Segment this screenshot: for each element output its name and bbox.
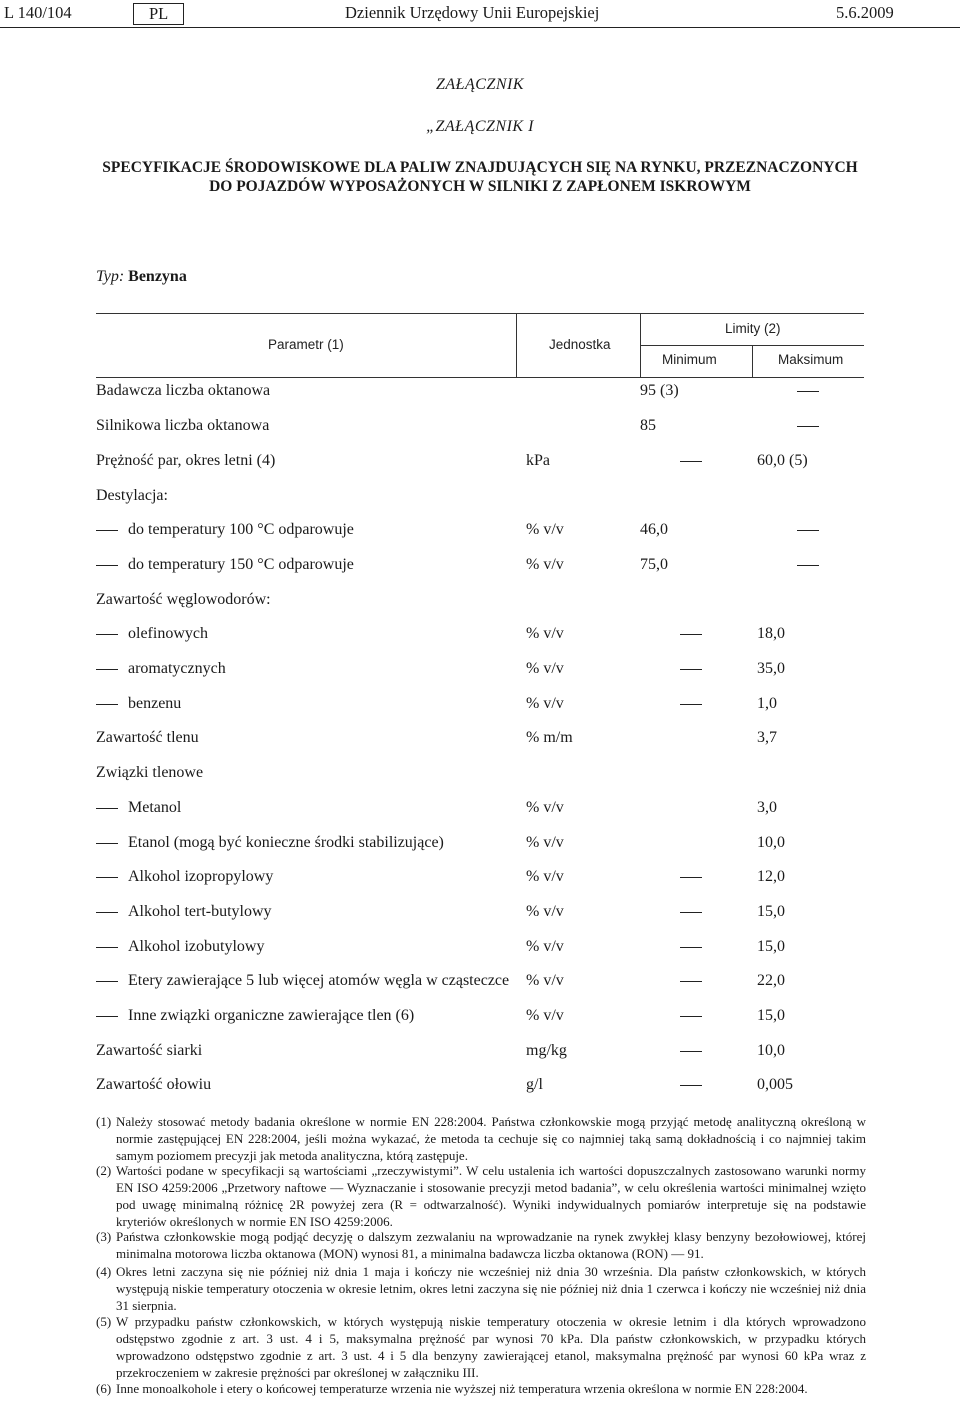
maximum-cell: 1,0 [757, 695, 777, 712]
main-title-line-1: SPECYFIKACJE ŚRODOWISKOWE DLA PALIW ZNAJDUJĄCYCH SIĘ NA RYNKU, PRZEZNACZONYCH [102, 159, 858, 176]
maximum-cell: 3,0 [757, 799, 777, 816]
maximum-cell: 35,0 [757, 660, 785, 677]
table-row [0, 451, 960, 471]
list-dash [96, 634, 118, 635]
list-dash [96, 843, 118, 844]
header-divider [0, 27, 960, 28]
unit-cell: % v/v [526, 1007, 564, 1024]
unit-cell: % v/v [526, 868, 564, 885]
parameter-cell: Etery zawierające 5 lub więcej atomów węgla w cząsteczce [128, 972, 510, 989]
table-row [0, 694, 960, 714]
parameter-cell: Zawartość węglowodorów: [96, 591, 271, 608]
maximum-cell: 15,0 [757, 903, 785, 920]
minimum-cell: 46,0 [640, 521, 668, 538]
table-row [0, 590, 960, 610]
minimum-dash [680, 1051, 702, 1052]
annex-title: ZAŁĄCZNIK [435, 76, 525, 93]
unit-cell: % v/v [526, 834, 564, 851]
minimum-dash [680, 947, 702, 948]
annex-subtitle: „ZAŁĄCZNIK I [426, 118, 534, 135]
list-dash [96, 704, 118, 705]
column-header-limits: Limity (2) [725, 321, 781, 336]
unit-cell: % v/v [526, 695, 564, 712]
table-row [0, 902, 960, 922]
maximum-cell: 12,0 [757, 868, 785, 885]
fuel-type-label: Typ: [96, 268, 125, 285]
list-dash [96, 877, 118, 878]
maximum-cell: 3,7 [757, 729, 777, 746]
unit-cell: mg/kg [526, 1042, 567, 1059]
parameter-cell: Silnikowa liczba oktanowa [96, 417, 270, 434]
table-row [0, 971, 960, 991]
list-dash [96, 669, 118, 670]
table-row [0, 728, 960, 748]
minimum-dash [680, 461, 702, 462]
main-title [0, 158, 960, 196]
column-header-parameter: Parametr (1) [268, 337, 344, 352]
footnote-text: W przypadku państw członkowskich, w których występują niskie temperatury otoczenia w okresie letnim i dla których wprowadzono odstępstwo zgodnie z art. 3 ust. 4 i 5, maksymalna prężność par wynosi 70 kPa. Dla państw członkowskich, w przypadku których wprowadzono odstępstwo zgodnie z art. 3 ust. 4 i 5 dla benzyny zawierającej etanol, maksymalna prężność par wynosi 60 kPa wraz z przekroczeniem w zakresie prężności par określonej w załączniku III. [116, 1314, 866, 1380]
maximum-cell: 18,0 [757, 625, 785, 642]
table-row [0, 937, 960, 957]
minimum-dash [680, 877, 702, 878]
list-dash [96, 1016, 118, 1017]
parameter-cell: olefinowych [128, 625, 208, 642]
parameter-cell: Prężność par, okres letni (4) [96, 452, 276, 469]
maximum-cell: 15,0 [757, 1007, 785, 1024]
column-header-unit: Jednostka [549, 337, 611, 352]
unit-cell: % v/v [526, 521, 564, 538]
unit-cell: % v/v [526, 938, 564, 955]
page-header [0, 3, 960, 27]
table-header-divider [752, 345, 753, 377]
table-row [0, 763, 960, 783]
maximum-cell: 60,0 (5) [757, 452, 808, 469]
minimum-dash [680, 912, 702, 913]
table-row [0, 867, 960, 887]
table-row [0, 416, 960, 436]
minimum-cell: 85 [640, 417, 656, 434]
list-dash [96, 981, 118, 982]
unit-cell: % m/m [526, 729, 573, 746]
maximum-cell: 10,0 [757, 1042, 785, 1059]
minimum-cell: 75,0 [640, 556, 668, 573]
footnote-text: Inne monoalkohole i etery o końcowej temperaturze wrzenia nie wyższej niż temperatura wrzenia określona w normie EN 228:2004. [116, 1381, 808, 1396]
list-dash [96, 530, 118, 531]
minimum-cell: 95 (3) [640, 382, 679, 399]
unit-cell: g/l [526, 1076, 543, 1093]
footnote-marker: (4) [96, 1264, 112, 1279]
table-row [0, 381, 960, 401]
maximum-dash [797, 530, 819, 531]
footnote-text: Okres letni zaczyna się nie później niż dnia 1 maja i kończy nie wcześniej niż dnia 30 września. Dla państw członkowskich, w których występują niskie temperatury otoczenia w okresie letnim, okres letni zaczyna się nie później niż dnia 1 czerwca i kończy nie wcześniej niż dnia 31 sierpnia. [116, 1264, 866, 1313]
parameter-cell: do temperatury 100 °C odparowuje [128, 521, 354, 538]
table-row [0, 1075, 960, 1095]
page-reference: L 140/104 [4, 3, 72, 22]
unit-cell: % v/v [526, 799, 564, 816]
minimum-dash [680, 1016, 702, 1017]
parameter-cell: Zawartość siarki [96, 1042, 203, 1059]
table-row [0, 520, 960, 540]
unit-cell: % v/v [526, 556, 564, 573]
parameter-cell: Alkohol tert-butylowy [128, 903, 272, 920]
column-header-minimum: Minimum [662, 352, 717, 367]
list-dash [96, 808, 118, 809]
table-row [0, 555, 960, 575]
list-dash [96, 565, 118, 566]
footnote-marker: (5) [96, 1314, 112, 1329]
main-title-line-2: DO POJAZDÓW WYPOSAŻONYCH W SILNIKI Z ZAPŁONEM ISKROWYM [209, 178, 751, 195]
table-row [0, 659, 960, 679]
minimum-dash [680, 634, 702, 635]
list-dash [96, 947, 118, 948]
fuel-type-value: Benzyna [128, 268, 187, 285]
parameter-cell: aromatycznych [128, 660, 226, 677]
journal-title: Dziennik Urzędowy Unii Europejskiej [345, 3, 600, 22]
parameter-cell: benzenu [128, 695, 182, 712]
maximum-cell: 22,0 [757, 972, 785, 989]
parameter-cell: Zawartość ołowiu [96, 1076, 212, 1093]
minimum-dash [680, 981, 702, 982]
parameter-cell: Metanol [128, 799, 182, 816]
unit-cell: % v/v [526, 625, 564, 642]
unit-cell: % v/v [526, 972, 564, 989]
table-row [0, 1006, 960, 1026]
maximum-cell: 10,0 [757, 834, 785, 851]
minimum-dash [680, 669, 702, 670]
parameter-cell: Inne związki organiczne zawierające tlen (6) [128, 1007, 415, 1024]
footnote-marker: (3) [96, 1229, 112, 1244]
table-header-divider [516, 313, 517, 377]
fuel-type [96, 268, 187, 286]
table-row [0, 1041, 960, 1061]
maximum-cell: 15,0 [757, 938, 785, 955]
table-top-rule [96, 313, 864, 314]
language-badge: PL [133, 3, 184, 25]
list-dash [96, 912, 118, 913]
parameter-cell: Alkohol izopropylowy [128, 868, 274, 885]
footnote-marker: (2) [96, 1163, 112, 1178]
footnote-marker: (1) [96, 1114, 112, 1129]
table-row [0, 833, 960, 853]
maximum-dash [797, 391, 819, 392]
parameter-cell: do temperatury 150 °C odparowuje [128, 556, 354, 573]
parameter-cell: Alkohol izobutylowy [128, 938, 265, 955]
parameter-cell: Etanol (mogą być konieczne środki stabilizujące) [128, 834, 444, 851]
unit-cell: % v/v [526, 660, 564, 677]
maximum-cell: 0,005 [757, 1076, 793, 1093]
minimum-dash [680, 1085, 702, 1086]
parameter-cell: Badawcza liczba oktanowa [96, 382, 271, 399]
unit-cell: % v/v [526, 903, 564, 920]
parameter-cell: Związki tlenowe [96, 764, 204, 781]
table-row [0, 624, 960, 644]
maximum-dash [797, 565, 819, 566]
unit-cell: kPa [526, 452, 550, 469]
maximum-dash [797, 426, 819, 427]
limits-subheader-rule [640, 345, 864, 346]
column-header-maximum: Maksimum [778, 352, 844, 367]
footnote-text: Należy stosować metody badania określone w normie EN 228:2004. Państwa członkowskie mogą przyjąć metodę analityczną określoną w normie zastępującej EN 228:2004, jeśli można wykazać, że metoda ta cechuje się co najmniej taką samą dokładnością i co najmniej takim samym poziomem precyzji jak metoda analityczna, którą zastępuje. [116, 1114, 866, 1163]
footnote-text: Państwa członkowskie mogą podjąć decyzję o dalszym zezwalaniu na wprowadzanie na rynek zwykłej klasy benzyny bezołowiowej, której minimalna motorowa liczba oktanowa (MON) wynosi 81, a minimalna badawcza liczba oktanowa (RON) — 91. [116, 1229, 866, 1261]
publication-date: 5.6.2009 [836, 3, 894, 22]
minimum-dash [680, 704, 702, 705]
table-header-bottom-rule [96, 377, 864, 378]
parameter-cell: Zawartość tlenu [96, 729, 199, 746]
parameter-cell: Destylacja: [96, 487, 168, 504]
footnote-marker: (6) [96, 1381, 112, 1396]
table-row [0, 486, 960, 506]
table-row [0, 798, 960, 818]
footnote-text: Wartości podane w specyfikacji są wartościami „rzeczywistymi”. W celu ustalenia ich wartości dopuszczalnych zastosowano warunki normy EN ISO 4259:2006 „Przetwory naftowe — Wyznaczanie i stosowanie precyzji metod badania”, w celu określenia wartości minimalnej wzięto pod uwagę minimalną różnicę 2R powyżej zera (R = odtwarzalność). Wyniki indywidualnych pomiarów interpretuje się na podstawie kryteriów określonych w normie EN ISO 4259:2006. [116, 1163, 866, 1229]
